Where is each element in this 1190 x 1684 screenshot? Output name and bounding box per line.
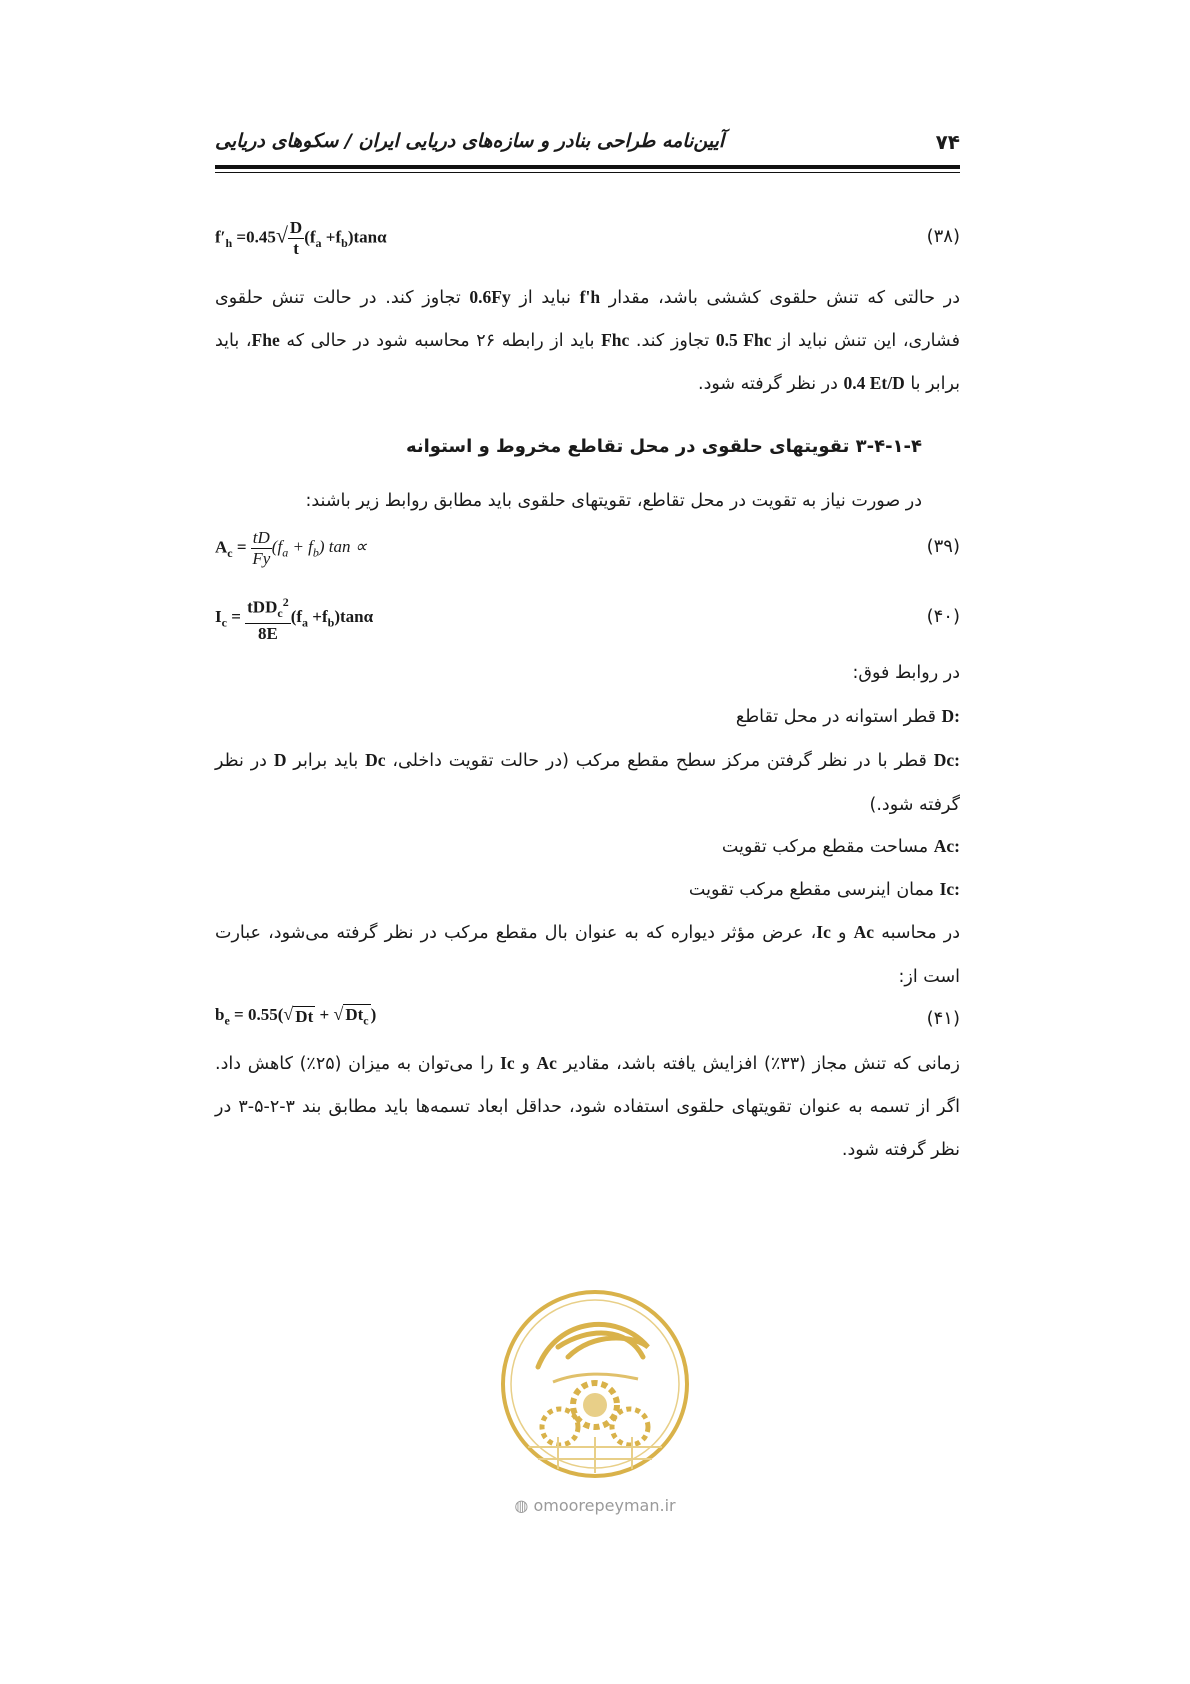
- section-heading: ۳-۴-۱-۴ تقویتهای حلقوی در محل تقاطع مخروط و استوانه: [405, 436, 922, 457]
- header-rule-thick: [215, 165, 960, 169]
- paragraph-effective-width: در محاسبه Ac و Ic، عرض مؤثر دیواره که به عنوان بال مقطع مرکب در نظر گرفته می‌شود، عبارت است از:: [215, 922, 960, 987]
- page-number: ۷۴: [935, 130, 960, 154]
- equation-39: $A_c$ = $\frac{tD}{Fy}$ $(f_a + f_b) \tan$ ∝: [215, 528, 367, 568]
- definition-dc: Dc: قطر با در نظر گرفتن مرکز سطح مقطع مرکب (در حالت تقویت داخلی، Dc باید برابر D در نظر گرفته شود.): [215, 750, 960, 815]
- paragraph-hoop-stress: در حالتی که تنش حلقوی کششی باشد، مقدار f'h نباید از 0.6Fy تجاوز کند. در حالت تنش حلقوی فشاری، این تنش نباید از 0.5 Fhc تجاوز کند. Fhc باید از رابطه ۲۶ محاسبه شود در حالی که Fhe، باید برابر با 0.4 Et/D در نظر گرفته شود.: [215, 287, 960, 394]
- watermark-site: ◍ omoorepeyman.ir: [514, 1496, 676, 1515]
- equation-38: $f'_h =0.45√$ $\frac{D}{t}$ $(f_a +f_b)\tan\alpha$: [215, 218, 387, 258]
- globe-icon: ◍: [514, 1496, 529, 1515]
- equation-40: $I_c$ = $\frac{tDD_c^2}{8E}$ $(f_a +f_b)\tan\alpha$: [215, 592, 373, 644]
- definition-ac: Ac: مساحت مقطع مرکب تقویت: [721, 836, 960, 857]
- equation-41: $b_e = 0.55(√$ Dt + √ $Dt_c$ ): [215, 1004, 377, 1028]
- header-rule-thin: [215, 172, 960, 173]
- page-header: [215, 128, 960, 158]
- paragraph-allowable-stress: زمانی که تنش مجاز (۳۳٪) افزایش یافته باشد، مقادیر Ac و Ic را می‌توان به میزان (۲۵٪) کاهش داد. اگر از تسمه به عنوان تقویتهای حلقوی استفاده شود، حداقل ابعاد تسمه‌ها باید مطابق بند ۳-۲-۵-۳ در نظر گرفته شود.: [215, 1053, 960, 1160]
- running-title: آیین‌نامه طراحی بنادر و سازه‌های دریایی ایران / سکوهای دریایی: [215, 130, 725, 152]
- definitions-lead: در روابط فوق:: [852, 663, 960, 683]
- definition-d: D: قطر استوانه در محل تقاطع: [735, 706, 960, 727]
- definition-ic: Ic: ممان اینرسی مقطع مرکب تقویت: [688, 879, 960, 900]
- equation-40-number: (۴۰): [926, 606, 960, 627]
- equation-38-number: (۳۸): [926, 226, 960, 247]
- intro-line: در صورت نیاز به تقویت در محل تقاطع، تقویتهای حلقوی باید مطابق روابط زیر باشند:: [305, 491, 922, 511]
- equation-41-number: (۴۱): [926, 1008, 960, 1029]
- equation-39-number: (۳۹): [926, 536, 960, 557]
- publisher-seal-logo: [498, 1287, 692, 1481]
